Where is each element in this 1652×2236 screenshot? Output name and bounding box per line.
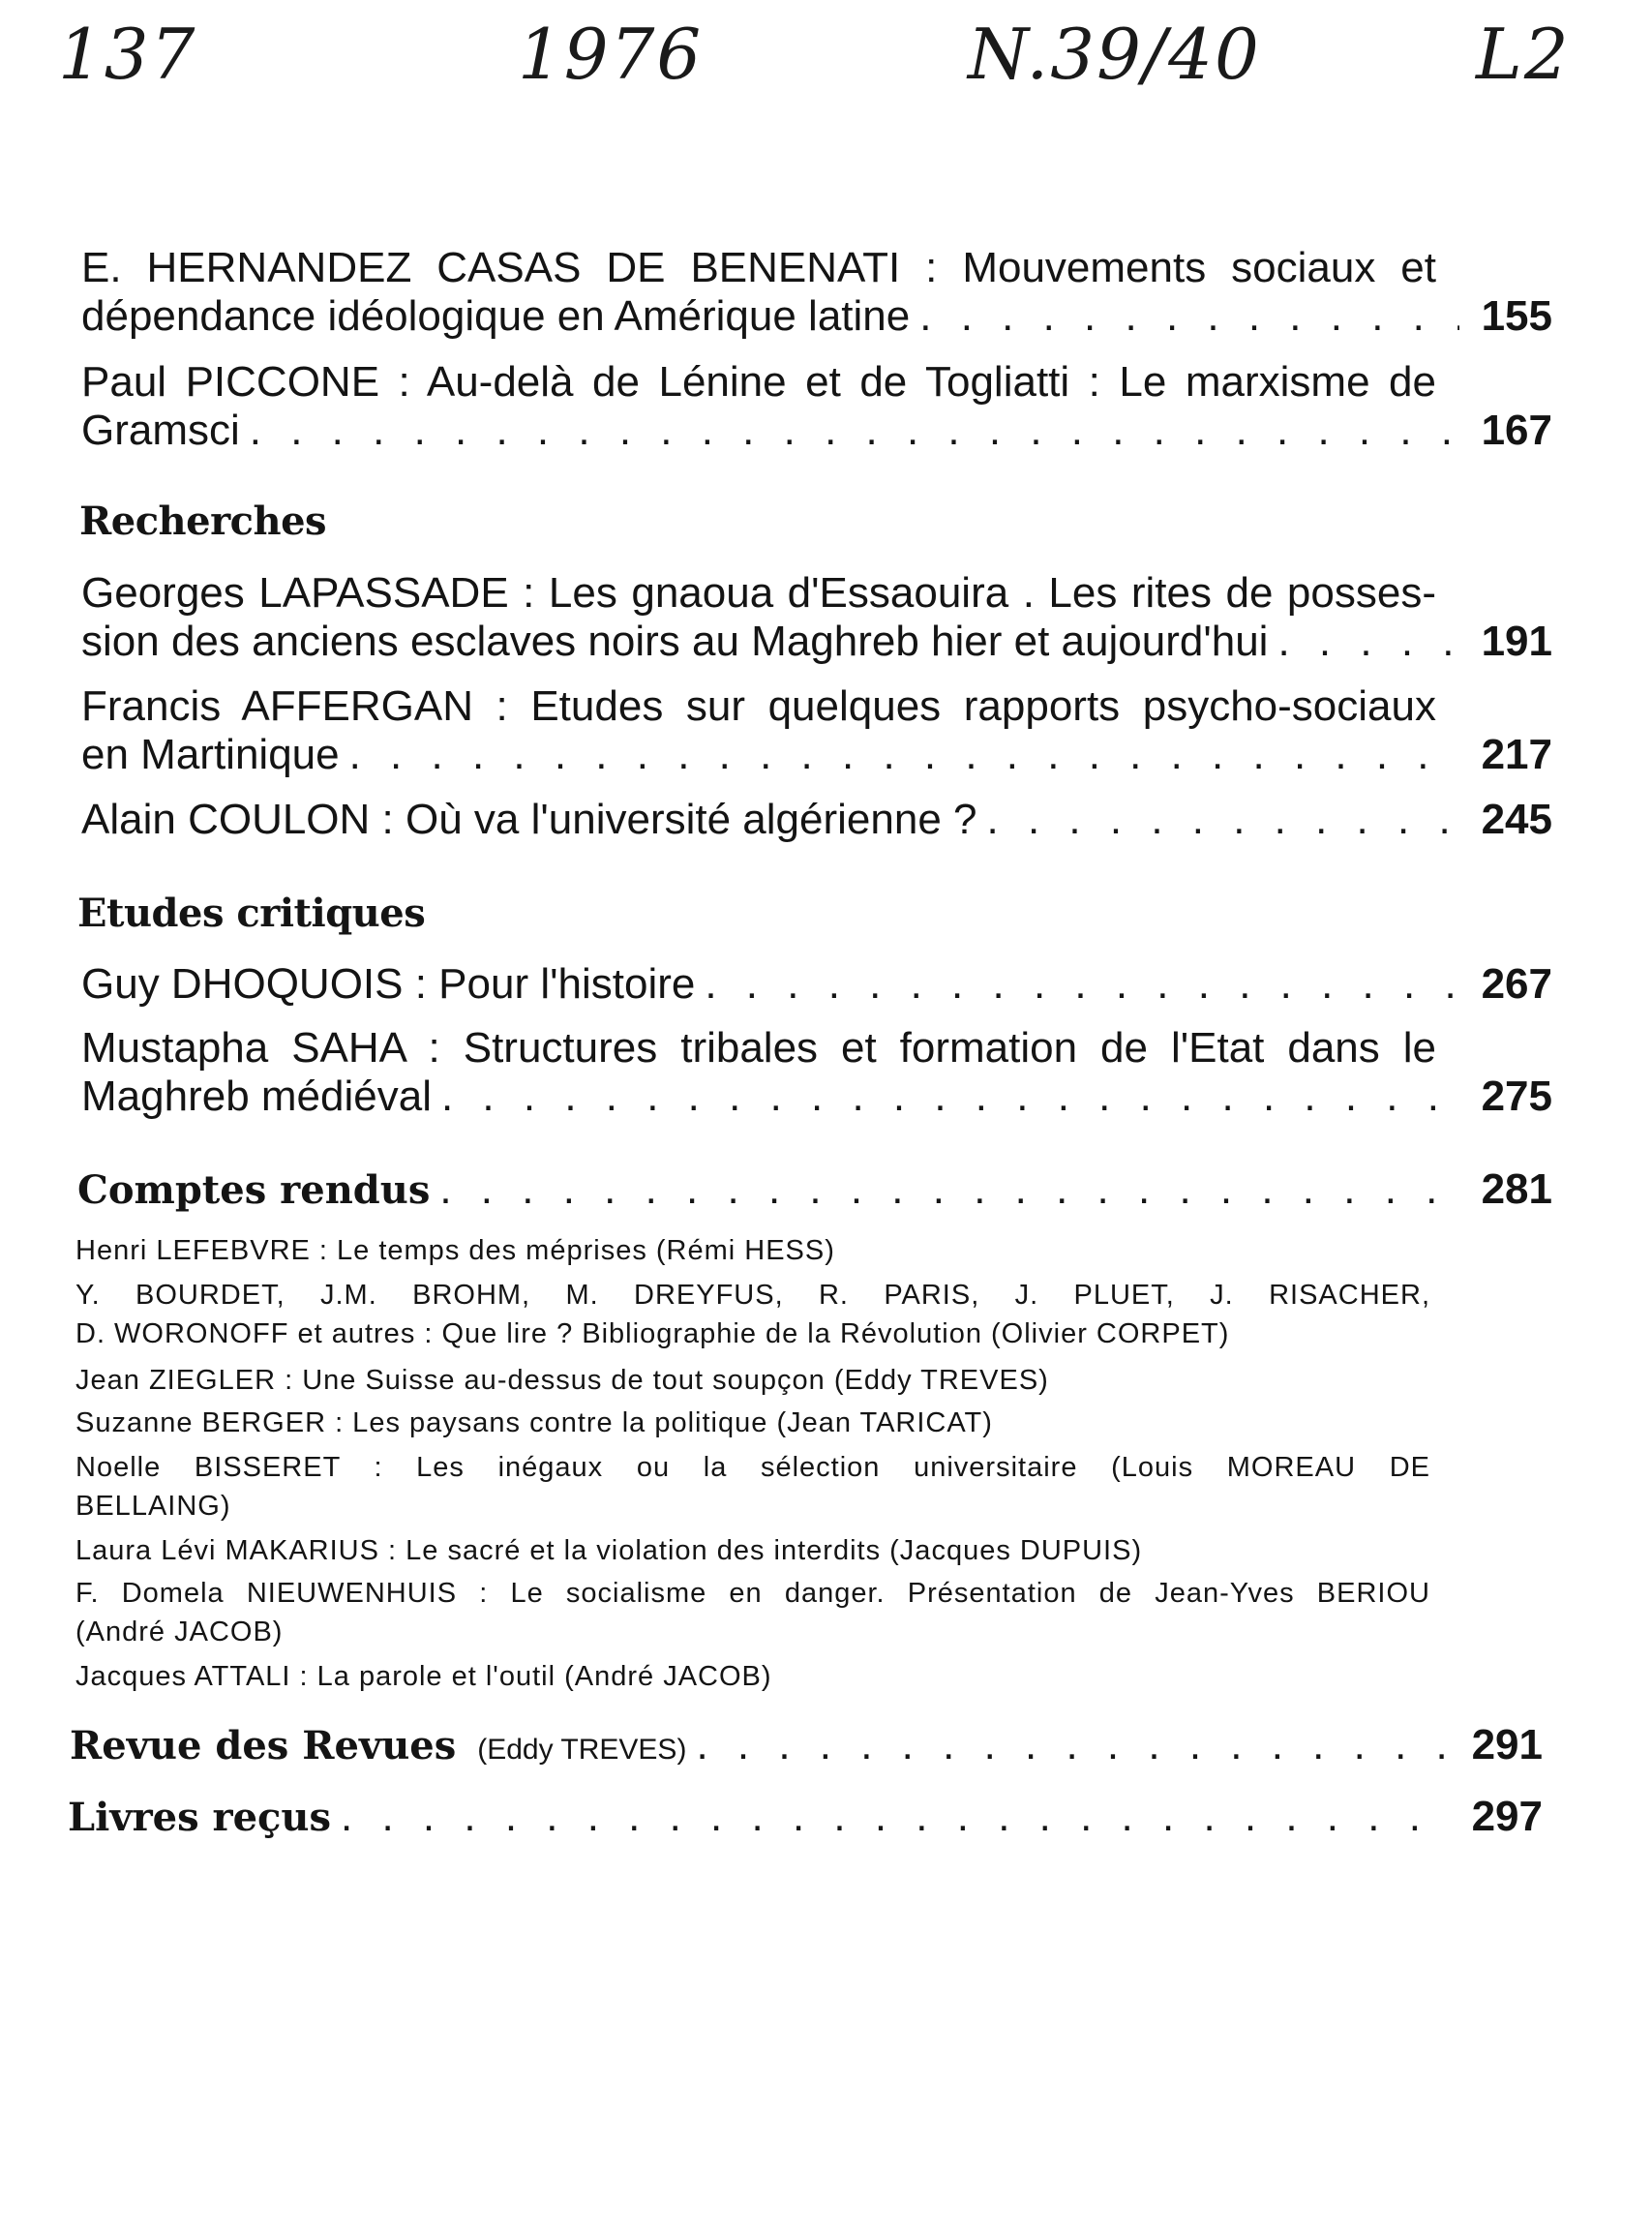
entry-line1: E. HERNANDEZ CASAS DE BENENATI : Mouvements sociaux et [81,244,1436,291]
toc-entry-coulon [81,796,1552,844]
review-line1: Laura Lévi MAKARIUS : Le sacré et la violation des interdits (Jacques DUPUIS) [75,1535,1143,1566]
leader-dots [441,1073,1459,1121]
section-heading-revue-des-revues: Revue des Revues [70,1723,457,1768]
leader-dots [705,960,1459,1009]
review-line1: Noelle BISSERET : Les inégaux ou la sélection universitaire (Louis MOREAU DE [75,1452,1430,1483]
toc-entry-comptes-rendus [77,1165,1552,1215]
handwritten-issue: N.39/40 [968,14,1261,95]
leader-dots [439,1165,1459,1214]
review-item [75,1404,1430,1442]
review-line1: Jean ZIEGLER : Une Suisse au-dessus de tout soupçon (Eddy TREVES) [75,1365,1049,1396]
handwritten-code: L2 [1476,14,1571,95]
leader-dots [696,1721,1450,1769]
entry-line1: Mustapha SAHA : Structures tribales et formation de l'Etat dans le [81,1024,1436,1072]
review-line2: D. WORONOFF et autres : Que lire ? Bibliographie de la Révolution (Olivier CORPET) [75,1318,1230,1349]
review-line1: Suzanne BERGER : Les paysans contre la politique (Jean TARICAT) [75,1407,993,1438]
review-line2: (André JACOB) [75,1617,284,1647]
toc-entry-affergan [81,682,1552,779]
page-number: 167 [1481,407,1552,454]
leader-dots [1277,618,1459,666]
review-line1: Jacques ATTALI : La parole et l'outil (André JACOB) [75,1661,772,1692]
entry-line1: Guy DHOQUOIS : Pour l'histoire [81,960,696,1008]
leader-dots [919,292,1459,341]
review-line2: BELLAING) [75,1491,231,1522]
page-number: 217 [1481,731,1552,778]
page-number: 291 [1471,1721,1543,1768]
toc-entry-piccone [81,358,1552,455]
review-item [75,1231,1430,1270]
entry-line2: Maghreb médiéval [81,1073,432,1120]
leader-dots [250,407,1459,455]
leader-dots [987,796,1459,844]
entry-line2: Gramsci [81,407,240,454]
review-item [75,1657,1430,1696]
review-item [75,1574,1430,1651]
section-heading-comptes-rendus: Comptes rendus [77,1167,431,1213]
handwritten-number: 137 [58,14,197,95]
entry-line1: Georges LAPASSADE : Les gnaoua d'Essaouira . Les rites de posses- [81,569,1436,617]
page-number: 267 [1481,960,1552,1008]
review-item [75,1448,1430,1526]
page-number: 155 [1481,292,1552,340]
leader-dots [341,1793,1450,1841]
entry-line1: Alain COULON : Où va l'université algérienne ? [81,796,977,843]
toc-entry-dhoquois [81,960,1552,1009]
entry-line2: en Martinique [81,731,340,778]
review-item [75,1361,1430,1400]
page-number: 275 [1481,1073,1552,1120]
page-number: 297 [1471,1793,1543,1840]
review-line1: F. Domela NIEUWENHUIS : Le socialisme en danger. Présentation de Jean-Yves BERIOU [75,1578,1430,1609]
toc-entry-revue-des-revues [70,1721,1543,1774]
toc-entry-saha [81,1024,1552,1121]
handwritten-year: 1976 [518,14,704,95]
toc-entry-livres-recus [68,1793,1543,1842]
entry-line2: sion des anciens esclaves noirs au Maghreb hier et aujourd'hui [81,618,1269,665]
section-heading-livres-recus: Livres reçus [68,1795,332,1840]
toc-entry-hernandez [81,244,1552,341]
section-heading-recherches: Recherches [79,499,327,544]
entry-line1: Paul PICCONE : Au-delà de Lénine et de Togliatti : Le marxisme de [81,358,1436,406]
review-item [75,1276,1430,1353]
page-number: 191 [1481,618,1552,665]
review-line1: Henri LEFEBVRE : Le temps des méprises (Rémi HESS) [75,1235,835,1266]
entry-line1: Francis AFFERGAN : Etudes sur quelques rapports psycho-sociaux [81,682,1436,730]
toc-entry-lapassade [81,569,1552,666]
page-number: 245 [1481,796,1552,843]
section-subtitle: (Eddy TREVES) [477,1734,687,1766]
review-item [75,1531,1430,1570]
entry-line2: dépendance idéologique en Amérique latine [81,292,911,340]
section-heading-etudes-critiques: Etudes critiques [77,891,426,936]
leader-dots [349,731,1459,779]
page-number: 281 [1481,1165,1552,1213]
review-line1: Y. BOURDET, J.M. BROHM, M. DREYFUS, R. PARIS, J. PLUET, J. RISACHER, [75,1280,1430,1311]
